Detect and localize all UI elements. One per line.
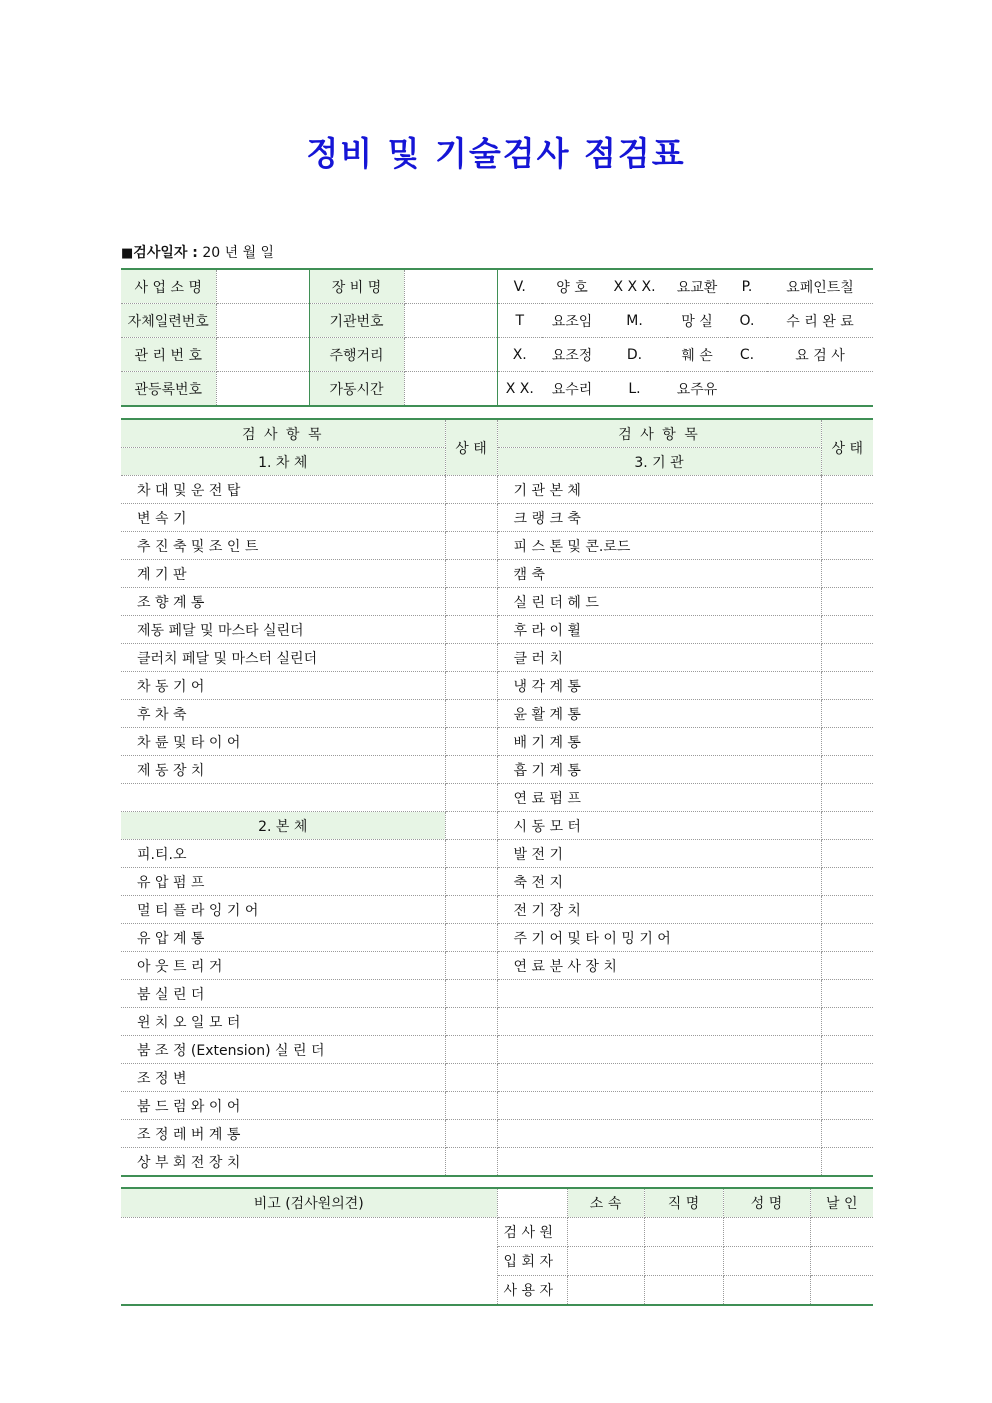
status-field[interactable] <box>445 476 497 504</box>
status-field[interactable] <box>821 1064 873 1092</box>
legend-entry: 요조임 <box>542 304 602 338</box>
signature-role-label: 검 사 원 <box>497 1218 567 1247</box>
section-header-chassis: 1. 차 체 <box>121 448 445 476</box>
signature-column-header: 소 속 <box>567 1188 644 1218</box>
checklist-row <box>121 1148 873 1177</box>
legend-entry: 요 검 사 <box>767 338 873 372</box>
checklist-row <box>121 980 873 1008</box>
status-field[interactable] <box>821 616 873 644</box>
legend-entry: M. <box>602 304 667 338</box>
check-item-blank <box>497 1120 821 1148</box>
legend-entry: 요조정 <box>542 338 602 372</box>
check-item: 캠 축 <box>497 560 821 588</box>
signature-column-header: 날 인 <box>810 1188 873 1218</box>
check-item: 배 기 계 통 <box>497 728 821 756</box>
signature-field[interactable] <box>567 1247 644 1276</box>
legend-entry: 요수리 <box>551 381 593 398</box>
check-item: 추 진 축 및 조 인 트 <box>121 532 445 560</box>
status-field[interactable] <box>445 924 497 952</box>
check-item: 후 라 이 휠 <box>497 616 821 644</box>
check-item: 붐 조 정 (Extension) 실 린 더 <box>121 1036 445 1064</box>
check-item-blank <box>121 784 445 812</box>
info-label: 가동시간 <box>309 372 404 407</box>
info-row <box>121 304 873 338</box>
check-item: 냉 각 계 통 <box>497 672 821 700</box>
status-field[interactable] <box>821 700 873 728</box>
check-item: 흡 기 계 통 <box>497 756 821 784</box>
checklist-row <box>121 672 873 700</box>
status-field[interactable] <box>821 896 873 924</box>
checklist-row <box>121 952 873 980</box>
status-field[interactable] <box>445 896 497 924</box>
check-item: 윤 활 계 통 <box>497 700 821 728</box>
check-item: 차 동 기 어 <box>121 672 445 700</box>
status-field[interactable] <box>445 1036 497 1064</box>
legend-entry: 망 실 <box>667 304 727 338</box>
legend-entry: V. <box>497 269 542 304</box>
legend-entry: X X X. <box>602 269 667 304</box>
info-row <box>121 269 873 304</box>
signature-field[interactable] <box>723 1276 810 1306</box>
legend-entry: O. <box>727 304 767 338</box>
page-title: 정비 및 기술검사 점검표 <box>306 134 686 173</box>
check-item: 기 관 본 체 <box>497 476 821 504</box>
status-field[interactable] <box>445 812 497 840</box>
check-item: 연 료 분 사 장 치 <box>497 952 821 980</box>
check-item: 클러치 페달 및 마스터 실린더 <box>121 644 445 672</box>
check-item: 전 기 장 치 <box>497 896 821 924</box>
checklist-row <box>121 560 873 588</box>
checklist-row <box>121 1120 873 1148</box>
check-item: 윈 치 오 일 모 터 <box>121 1008 445 1036</box>
legend-entry <box>727 372 767 407</box>
check-item: 주 기 어 및 타 이 밍 기 어 <box>497 924 821 952</box>
status-field[interactable] <box>821 644 873 672</box>
legend-entry: D. <box>602 338 667 372</box>
check-item: 제 동 장 치 <box>121 756 445 784</box>
checklist-row <box>121 588 873 616</box>
checklist-table <box>121 418 873 1177</box>
status-field[interactable] <box>445 980 497 1008</box>
signature-role-label: 사 용 자 <box>497 1276 567 1306</box>
remarks-header-row <box>121 1188 873 1218</box>
status-field[interactable] <box>445 672 497 700</box>
status-field[interactable] <box>821 1008 873 1036</box>
status-field[interactable] <box>821 784 873 812</box>
legend-entry: C. <box>727 338 767 372</box>
checklist-row <box>121 728 873 756</box>
status-field[interactable] <box>445 560 497 588</box>
status-field[interactable] <box>445 952 497 980</box>
status-field[interactable] <box>445 728 497 756</box>
status-field[interactable] <box>445 532 497 560</box>
status-field[interactable] <box>445 1092 497 1120</box>
signature-field[interactable] <box>644 1276 723 1306</box>
signature-field[interactable] <box>723 1247 810 1276</box>
signature-field[interactable] <box>810 1247 873 1276</box>
info-label: 관 리 번 호 <box>121 338 216 372</box>
status-field[interactable] <box>821 980 873 1008</box>
inspection-date <box>121 242 274 262</box>
status-field[interactable] <box>821 840 873 868</box>
section-header-body: 2. 본 체 <box>121 812 445 840</box>
info-row <box>121 372 873 407</box>
legend-entry: 수 리 완 료 <box>767 304 873 338</box>
checklist-row <box>121 504 873 532</box>
checklist-row <box>121 532 873 560</box>
status-field[interactable] <box>445 504 497 532</box>
info-label: 주행거리 <box>309 338 404 372</box>
legend-entry: 요페인트칠 <box>767 269 873 304</box>
signature-field[interactable] <box>567 1276 644 1306</box>
status-field[interactable] <box>445 588 497 616</box>
status-field[interactable] <box>445 616 497 644</box>
checklist-row <box>121 896 873 924</box>
checklist-row <box>121 812 873 840</box>
status-field[interactable] <box>821 924 873 952</box>
legend-entry: 훼 손 <box>667 338 727 372</box>
status-field[interactable] <box>821 1120 873 1148</box>
status-field[interactable] <box>445 644 497 672</box>
check-item: 붐 실 린 더 <box>121 980 445 1008</box>
signature-field[interactable] <box>567 1218 644 1247</box>
check-item: 상 부 회 전 장 치 <box>121 1148 445 1177</box>
inspection-date-value: 20 년 월 일 <box>202 245 275 261</box>
check-item: 축 전 지 <box>497 868 821 896</box>
info-label: 장 비 명 <box>309 269 404 304</box>
status-field[interactable] <box>821 1092 873 1120</box>
status-field[interactable] <box>445 840 497 868</box>
status-field[interactable] <box>445 756 497 784</box>
column-header-items: 검 사 항 목 <box>497 419 821 448</box>
checklist-row <box>121 868 873 896</box>
status-field[interactable] <box>821 560 873 588</box>
status-field[interactable] <box>821 756 873 784</box>
check-item: 발 전 기 <box>497 840 821 868</box>
check-item: 조 향 계 통 <box>121 588 445 616</box>
legend-entry: X. <box>497 338 542 372</box>
signature-field[interactable] <box>810 1218 873 1247</box>
checklist-row <box>121 756 873 784</box>
signature-role-label: 입 회 자 <box>497 1247 567 1276</box>
status-field[interactable] <box>821 1148 873 1177</box>
checklist-row <box>121 924 873 952</box>
remarks-input[interactable] <box>121 1218 497 1306</box>
status-field[interactable] <box>445 868 497 896</box>
info-value-field[interactable] <box>404 372 497 407</box>
status-field[interactable] <box>445 1064 497 1092</box>
status-field[interactable] <box>821 728 873 756</box>
check-item-blank <box>497 1092 821 1120</box>
check-item-blank <box>497 1064 821 1092</box>
check-item: 계 기 판 <box>121 560 445 588</box>
legend-entry: L. <box>628 380 641 397</box>
signature-column-header: 직 명 <box>644 1188 723 1218</box>
status-field[interactable] <box>821 588 873 616</box>
check-item-blank <box>497 980 821 1008</box>
remarks-label: 비고 (검사원의견) <box>121 1188 497 1218</box>
role-header-blank <box>497 1188 567 1218</box>
checklist-row <box>121 784 873 812</box>
equipment-info-table <box>121 268 873 407</box>
check-item: 유 압 계 통 <box>121 924 445 952</box>
checklist-row <box>121 700 873 728</box>
info-value-field[interactable] <box>404 338 497 372</box>
status-field[interactable] <box>445 1008 497 1036</box>
status-field[interactable] <box>445 700 497 728</box>
info-label: 자체일련번호 <box>121 304 216 338</box>
status-field[interactable] <box>821 868 873 896</box>
check-item: 멀 티 플 라 잉 기 어 <box>121 896 445 924</box>
info-label: 기관번호 <box>309 304 404 338</box>
inspection-date-label: 검사일자 : <box>133 245 198 261</box>
check-item: 피.티.오 <box>121 840 445 868</box>
signature-field[interactable] <box>644 1247 723 1276</box>
info-value-field[interactable] <box>216 372 309 407</box>
check-item-blank <box>497 1008 821 1036</box>
checklist-section-row <box>121 448 873 476</box>
square-bullet-icon: ■ <box>121 246 134 261</box>
check-item: 실 린 더 헤 드 <box>497 588 821 616</box>
remarks-table <box>121 1187 873 1306</box>
check-item: 유 압 펌 프 <box>121 868 445 896</box>
column-header-items: 검 사 항 목 <box>121 419 445 448</box>
status-field[interactable] <box>821 476 873 504</box>
check-item: 클 러 치 <box>497 644 821 672</box>
check-item: 조 정 변 <box>121 1064 445 1092</box>
info-value-field[interactable] <box>216 338 309 372</box>
info-label: 사 업 소 명 <box>121 269 216 304</box>
legend-entry: P. <box>727 269 767 304</box>
check-item: 차 륜 및 타 이 어 <box>121 728 445 756</box>
signature-field[interactable] <box>723 1218 810 1247</box>
column-header-status: 상 태 <box>445 419 497 476</box>
info-row <box>121 338 873 372</box>
status-field[interactable] <box>821 812 873 840</box>
status-field[interactable] <box>445 1148 497 1177</box>
status-field[interactable] <box>821 672 873 700</box>
status-field[interactable] <box>821 504 873 532</box>
info-label: 관등록번호 <box>121 372 216 407</box>
legend-entry: X X. <box>505 380 534 397</box>
checklist-row <box>121 1064 873 1092</box>
info-value-field[interactable] <box>404 304 497 338</box>
status-field[interactable] <box>821 532 873 560</box>
checklist-row <box>121 616 873 644</box>
checklist-row <box>121 1092 873 1120</box>
check-item-blank <box>497 1148 821 1177</box>
info-value-field[interactable] <box>404 269 497 304</box>
check-item: 붐 드 럼 와 이 어 <box>121 1092 445 1120</box>
status-field[interactable] <box>445 1120 497 1148</box>
checklist-row <box>121 476 873 504</box>
check-item: 피 스 톤 및 콘.로드 <box>497 532 821 560</box>
check-item: 제동 페달 및 마스타 실린더 <box>121 616 445 644</box>
check-item: 크 랭 크 축 <box>497 504 821 532</box>
legend-entry: 요주유 <box>676 381 718 398</box>
legend-entry <box>767 372 873 407</box>
signature-field[interactable] <box>644 1218 723 1247</box>
status-field[interactable] <box>821 952 873 980</box>
checklist-row <box>121 1008 873 1036</box>
legend-entry: 요교환 <box>667 269 727 304</box>
signature-column-header: 성 명 <box>723 1188 810 1218</box>
signature-field[interactable] <box>810 1276 873 1306</box>
status-field[interactable] <box>821 1036 873 1064</box>
check-item-blank <box>497 1036 821 1064</box>
legend-entry: T <box>497 304 542 338</box>
check-item: 후 차 축 <box>121 700 445 728</box>
checklist-row <box>121 644 873 672</box>
signature-row <box>121 1218 873 1247</box>
info-value-field[interactable] <box>216 269 309 304</box>
check-item: 변 속 기 <box>121 504 445 532</box>
info-value-field[interactable] <box>216 304 309 338</box>
checklist-header-row <box>121 419 873 448</box>
check-item: 차 대 및 운 전 탑 <box>121 476 445 504</box>
check-item: 조 정 레 버 계 통 <box>121 1120 445 1148</box>
checklist-row <box>121 840 873 868</box>
checklist-row <box>121 1036 873 1064</box>
check-item: 연 료 펌 프 <box>497 784 821 812</box>
status-field[interactable] <box>445 784 497 812</box>
section-header-engine: 3. 기 관 <box>497 448 821 476</box>
legend-entry: 양 호 <box>542 269 602 304</box>
check-item: 시 동 모 터 <box>497 812 821 840</box>
column-header-status: 상 태 <box>821 419 873 476</box>
check-item: 아 웃 트 리 거 <box>121 952 445 980</box>
